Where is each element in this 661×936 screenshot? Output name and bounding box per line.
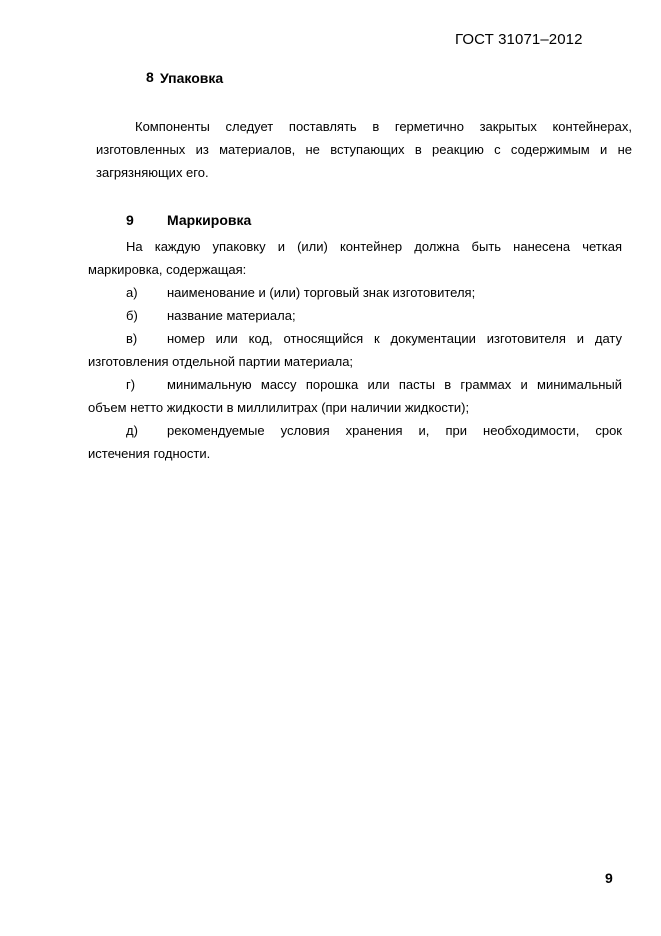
section-8-title: Упаковка — [160, 70, 224, 86]
list-item-marker-v: в) — [126, 331, 138, 346]
list-item-a-text: наименование и (или) торговый знак изготовителя; — [167, 285, 476, 300]
section-9-number: 9 — [126, 212, 134, 228]
list-item-marker-d: д) — [126, 423, 138, 438]
section-8-number: 8 — [146, 69, 154, 85]
page-number: 9 — [605, 870, 613, 886]
list-item-v-text-line-2: изготовления отдельной партии материала; — [88, 354, 354, 369]
section-8-paragraph-line-1: Компоненты следует поставлять в герметично закрытых контейнерах, — [135, 119, 632, 134]
list-item-d-text-line-1: рекомендуемые условия хранения и, при необходимости, срок — [167, 423, 622, 438]
list-item-v-text-line-1: номер или код, относящийся к документации изготовителя и дату — [167, 331, 622, 346]
section-9-intro-line-1: На каждую упаковку и (или) контейнер должна быть нанесена четкая — [126, 239, 622, 254]
section-8-paragraph-line-3: загрязняющих его. — [96, 165, 209, 180]
list-item-marker-a: а) — [126, 285, 138, 300]
section-8-paragraph-line-2: изготовленных из материалов, не вступающих в реакцию с содержимым и не — [96, 142, 632, 157]
list-item-d-text-line-2: истечения годности. — [88, 446, 211, 461]
section-9-intro-line-2: маркировка, содержащая: — [88, 262, 247, 277]
list-item-b-text: название материала; — [167, 308, 296, 323]
list-item-marker-b: б) — [126, 308, 138, 323]
standard-code-header: ГОСТ 31071–2012 — [455, 31, 583, 48]
list-item-marker-g: г) — [126, 377, 136, 392]
section-9-title: Маркировка — [167, 212, 252, 228]
list-item-g-text-line-1: минимальную массу порошка или пасты в граммах и минимальный — [167, 377, 622, 392]
list-item-g-text-line-2: объем нетто жидкости в миллилитрах (при наличии жидкости); — [88, 400, 470, 415]
